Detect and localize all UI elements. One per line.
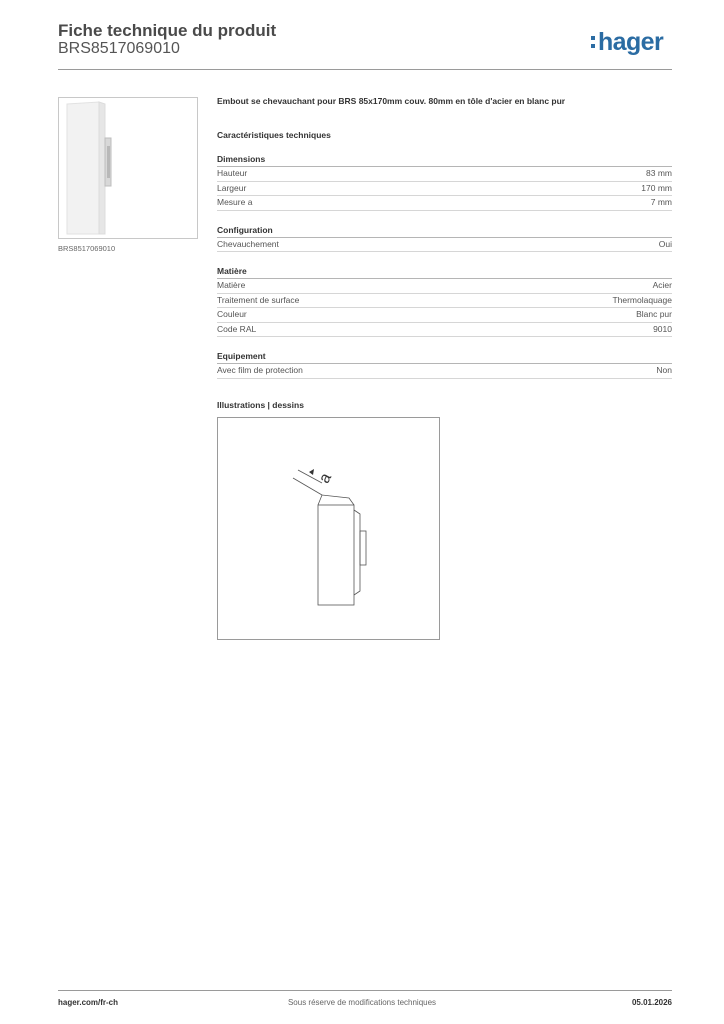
illustrations-heading: Illustrations | dessins [217,399,304,410]
spec-group-title: Dimensions [217,153,672,167]
spec-label: Chevauchement [217,238,279,249]
spec-label: Largeur [217,182,247,193]
spec-content [217,96,672,640]
spec-value: Oui [658,238,672,249]
product-image [58,97,198,239]
spec-label: Mesure a [217,197,253,207]
spec-value: Blanc pur [636,309,672,319]
end-cap-drawing-icon [218,418,439,639]
spec-group-configuration [217,224,672,253]
spec-label: Avec film de protection [217,365,303,375]
spec-value: Non [656,365,672,375]
header-divider [58,69,672,70]
spec-group-dimensions [217,153,672,211]
spec-value: 9010 [653,323,672,334]
footer-date: 05.01.2026 [631,998,672,1007]
spec-group-title: Equipement [217,350,672,364]
spec-row [217,196,672,211]
spec-label: Traitement de surface [217,294,300,305]
spec-row [217,323,672,338]
spec-label: Matière [217,280,246,290]
spec-value: 170 mm [641,182,672,193]
product-reference: BRS8517069010 [58,40,180,57]
spec-group-material [217,265,672,337]
footer-divider [58,990,672,991]
spec-label: Code RAL [217,323,257,334]
spec-group-equipment [217,350,672,379]
specs-heading: Caractéristiques techniques [217,130,331,140]
dimension-label: a [315,469,336,486]
logo-text: hager [598,28,664,56]
footer-website: hager.com/fr-ch [58,998,119,1007]
spec-value: Thermolaquage [612,294,672,305]
product-description: Embout se chevauchant pour BRS 85x170mm couv. 80mm en tôle d'acier en blanc pur [217,96,566,106]
technical-drawing [217,417,440,640]
spec-group-title: Matière [217,265,672,279]
product-photo-icon [59,98,197,238]
spec-value: Acier [652,280,672,290]
spec-value: 83 mm [646,168,672,178]
footer-disclaimer: Sous réserve de modifications techniques [287,998,437,1007]
spec-value: 7 mm [650,197,672,207]
spec-row [217,182,672,197]
spec-row [217,279,672,294]
hager-logo [591,28,663,57]
spec-row [217,238,672,253]
product-image-caption: BRS8517069010 [58,244,116,253]
spec-label: Hauteur [217,168,248,178]
spec-row [217,308,672,323]
spec-group-title: Configuration [217,224,672,238]
spec-row [217,167,672,182]
spec-row [217,294,672,309]
spec-row [217,364,672,379]
spec-label: Couleur [217,309,247,319]
page-title: Fiche technique du produit [58,21,277,40]
